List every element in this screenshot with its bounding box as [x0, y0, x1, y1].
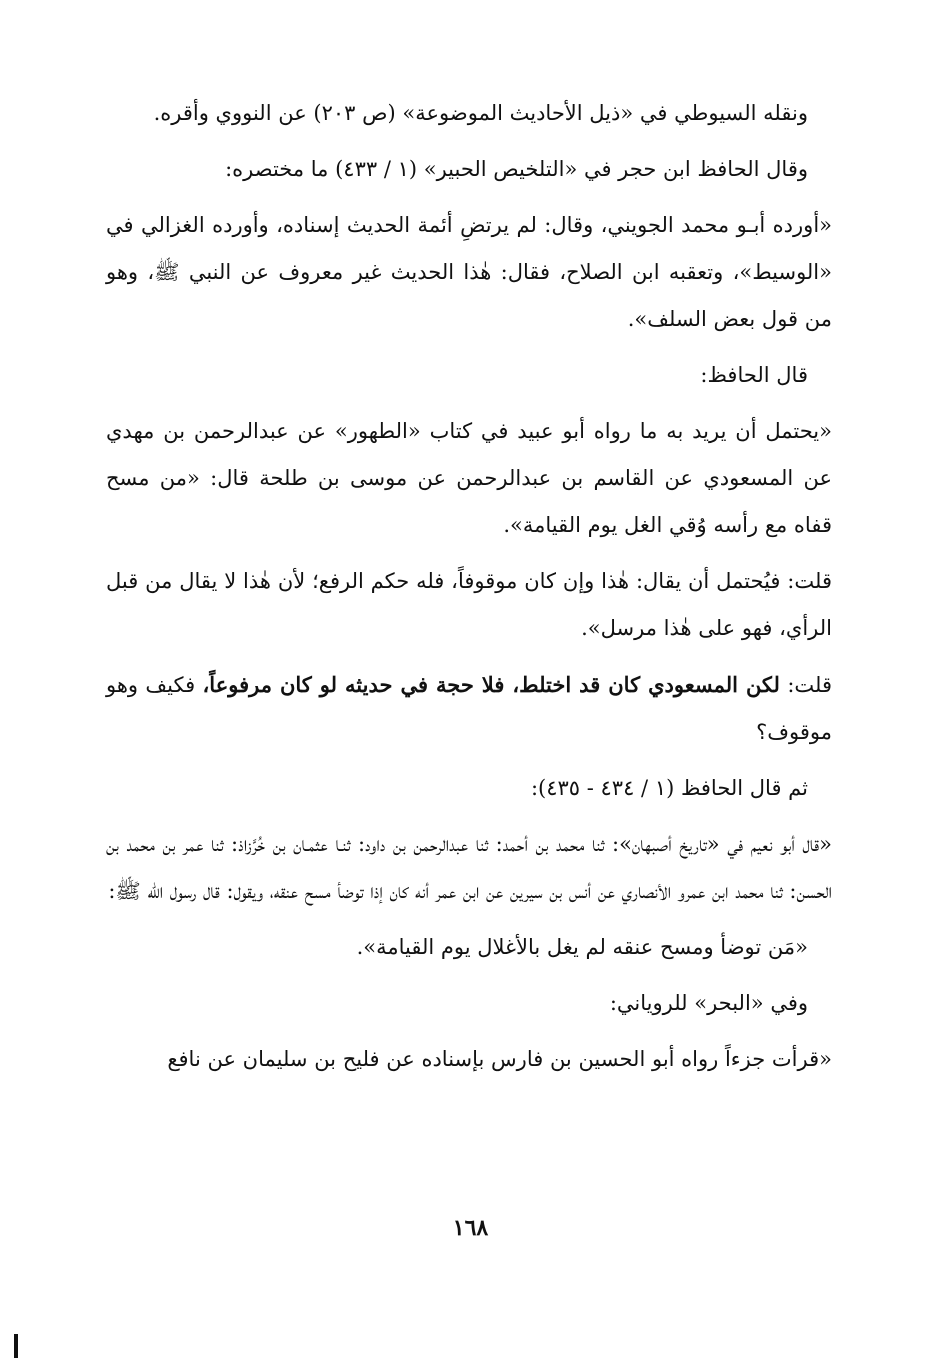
qultu-prefix: قلت: [787, 673, 832, 697]
paragraph-abu-ubaid-quote: «يحتمل أن يريد به ما رواه أبو عبيد في كتاب «الطهور» عن عبدالرحمن بن مهدي عن المسعودي عن القاسم بن عبدالرحمن عن موسى بن طلحة قال: «من مسح قفاه مع رأسه وُقي الغل يوم القيامة». [106, 419, 832, 537]
paragraph-juwaini-quote: «أورده أبـو محمد الجويني، وقال: لم يرتضِ أئمة الحديث إسناده، وأورده الغزالي في «الوسيط»، وتعقبه ابن الصلاح، فقال: هٰذا الحديث غير معروف عن النبي ﷺ، وهو من قول بعض السلف». [106, 213, 832, 331]
paragraph-ibn-faris-quote: «قرأت جزءاً رواه أبو الحسين بن فارس بإسناده عن فليح بن سليمان عن نافع [167, 1047, 832, 1071]
paragraph-hafiz-said: قال الحافظ: [700, 363, 808, 387]
masudi-bold-note: لكن المسعودي كان قد اختلط، فلا حجة في حديثه لو كان مرفوعاً، [202, 672, 780, 697]
paragraph-qultu-1: قلت: فيُحتمل أن يقال: هٰذا وإن كان موقوفاً، فله حكم الرفع؛ لأن هٰذا لا يقال من قبل الرأي، فهو على هٰذا مرسل». [106, 569, 832, 640]
paragraph-abu-nuaym-quote: «قال أبو نعيم في «تاريخ أصبهان»: ثنا محمد بن أحمد: ثنا عبدالرحمن بن داود: ثنـا عثمـان بن خُرَّزاذ: ثنا عمر بن محمد بن الحسن: ثنا محمد ابن عمرو الأنصاري عن أنس بن سيرين عن ابن عمر أنه كان إذا توضأ مسح عنقه، ويقول: قال رسول الله ﷺ: [106, 832, 832, 903]
paragraph-bahr-ruyani: وفي «البحر» للروياني: [609, 991, 808, 1015]
qultu-rest: فكيف وهو موقوف؟ [106, 673, 832, 744]
main-text [106, 90, 832, 1092]
paragraph-ibn-hajar-intro: وقال الحافظ ابن حجر في «التلخيص الحبير» (١ / ٤٣٣) ما مختصره: [225, 157, 808, 181]
paragraph-qultu-2 [106, 661, 832, 756]
paragraph-suyuti: ونقله السيوطي في «ذيل الأحاديث الموضوعة» (ص ٢٠٣) عن النووي وأقره. [153, 101, 808, 125]
page-number: ١٦٨ [452, 1215, 489, 1241]
scan-edge-mark [14, 1334, 18, 1358]
paragraph-hadith-text: «مَن توضأ ومسح عنقه لم يغل بالأغلال يوم القيامة». [356, 935, 808, 959]
paragraph-hafiz-then-said: ثم قال الحافظ (١ / ٤٣٤ - ٤٣٥): [530, 776, 808, 800]
